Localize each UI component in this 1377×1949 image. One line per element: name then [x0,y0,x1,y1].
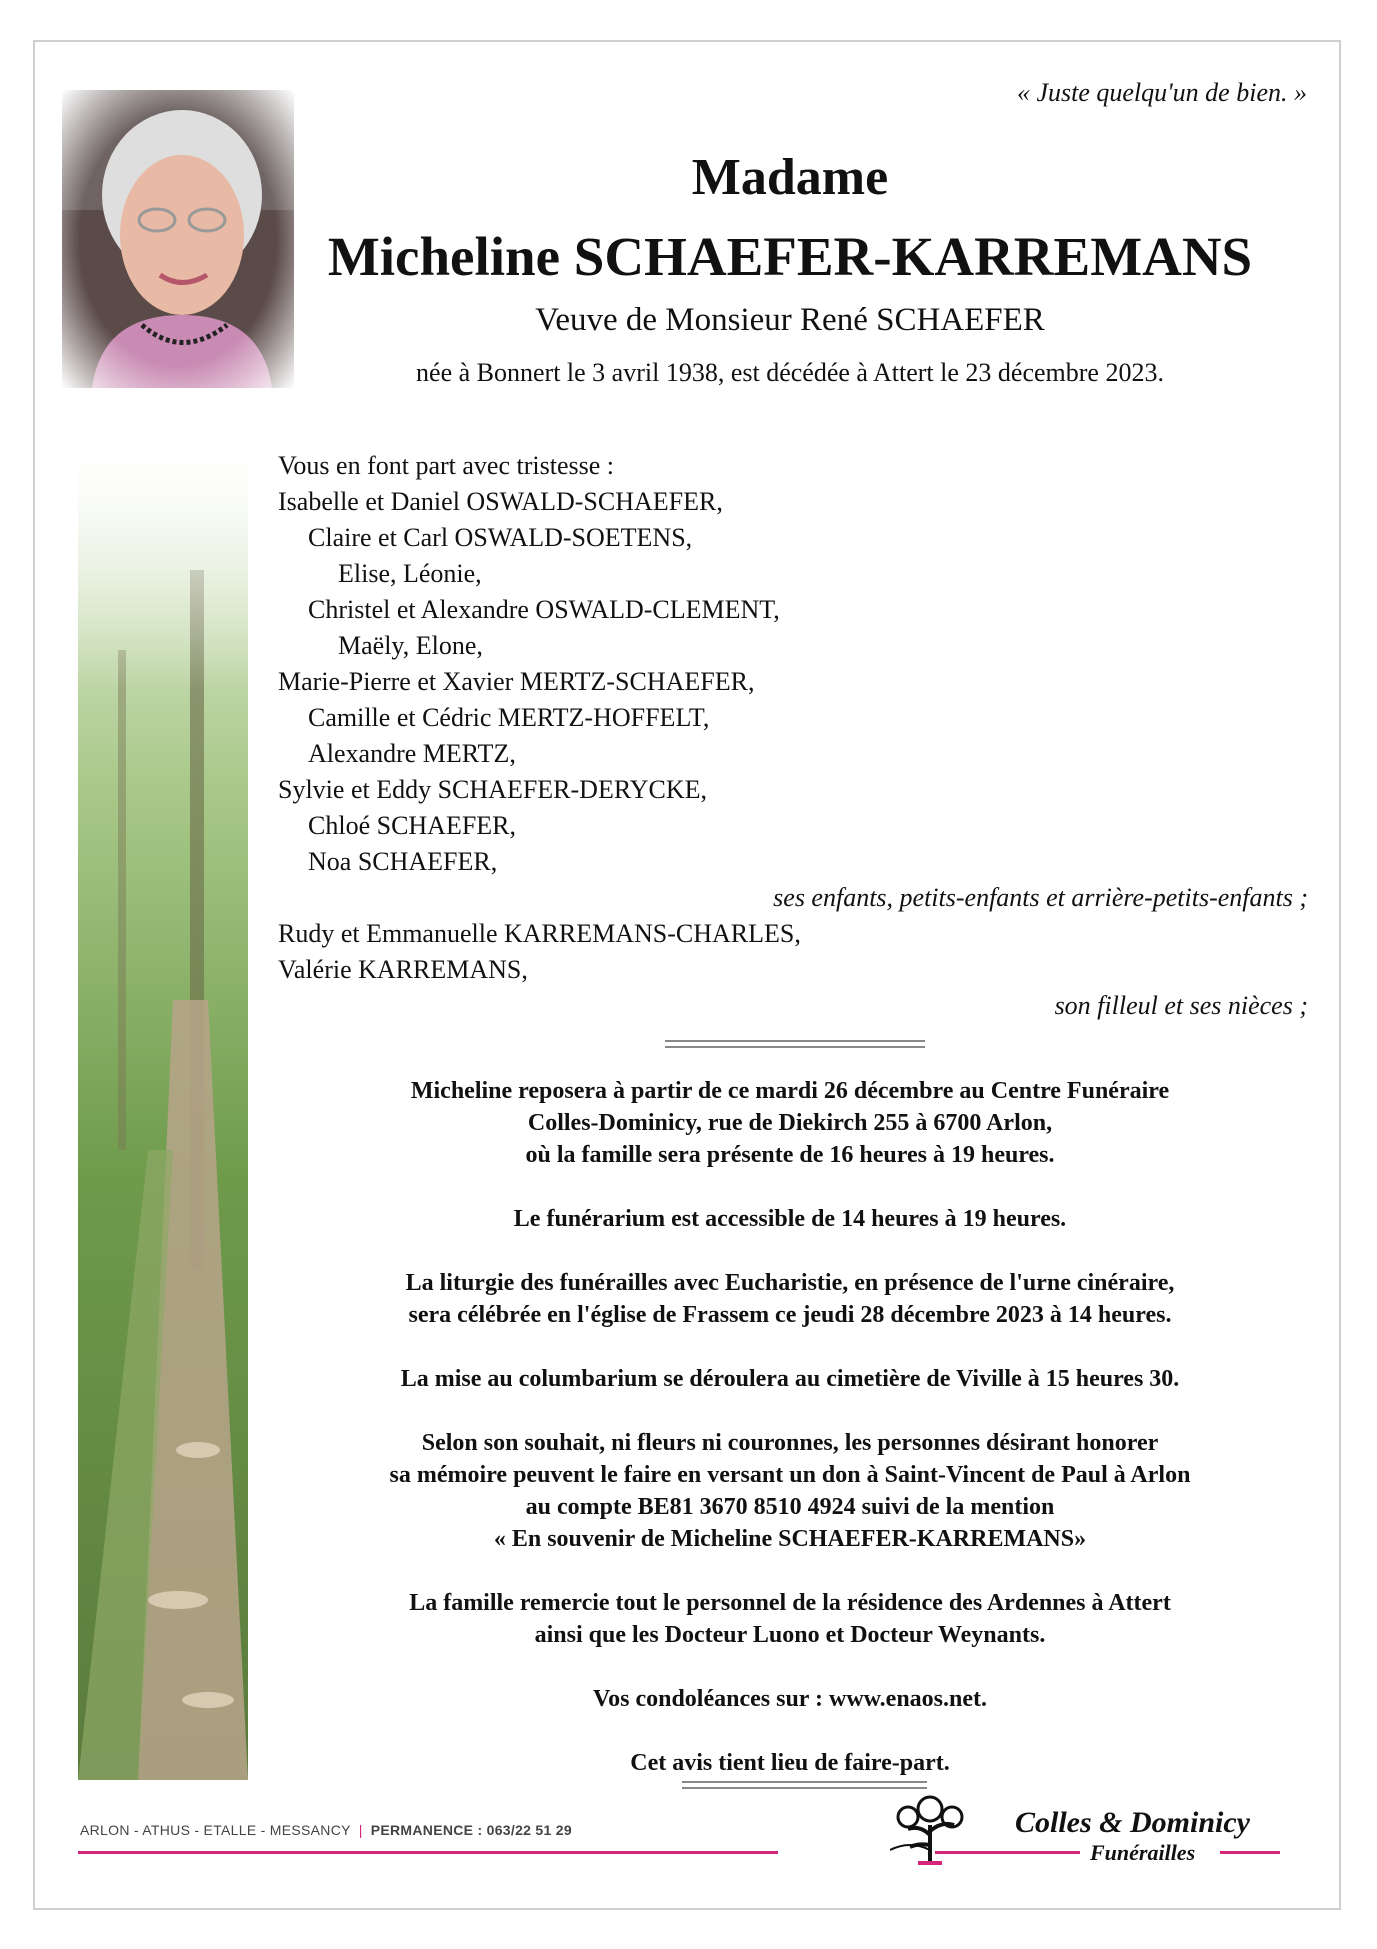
info-paragraph-thanks [300,1587,1280,1651]
family-line: Marie-Pierre et Xavier MERTZ-SCHAEFER, [278,667,755,696]
condolences-link[interactable]: Vos condoléances sur : www.enaos.net. [592,1686,988,1712]
family-line: Noa SCHAEFER, [308,847,498,876]
company-logo-subtitle: Funérailles [1090,1840,1196,1865]
info-line: « En souvenir de Micheline SCHAEFER-KARREMANS» [493,1526,1087,1552]
family-line: Alexandre MERTZ, [308,739,516,768]
epigraph-quote: « Juste quelqu'un de bien. » [1016,78,1307,107]
funeral-info [300,1075,1280,1811]
footer-accent-line [78,1851,778,1854]
info-line: Le funérarium est accessible de 14 heures à 19 heures. [513,1206,1067,1232]
info-line: sera célébrée en l'église de Frassem ce jeudi 28 décembre 2023 à 14 heures. [408,1302,1172,1328]
footer-separator: | [358,1822,363,1838]
family-line: Chloé SCHAEFER, [308,811,517,840]
info-paragraph-liturgy [300,1267,1280,1331]
family-line: Camille et Cédric MERTZ-HOFFELT, [308,703,710,732]
family-line: Rudy et Emmanuelle KARREMANS-CHARLES, [278,919,801,948]
info-line: Cet avis tient lieu de faire-part. [630,1750,950,1776]
family-line: Claire et Carl OSWALD-SOETENS, [308,523,693,552]
info-line: où la famille sera présente de 16 heures à 19 heures. [525,1142,1055,1168]
family-intro: Vous en font part avec tristesse : [278,451,614,480]
family-line: Isabelle et Daniel OSWALD-SCHAEFER, [278,487,723,516]
footer-accent-line [1220,1851,1280,1854]
birth-death-dates: née à Bonnert le 3 avril 1938, est décédée à Attert le 23 décembre 2023. [416,358,1164,387]
family-line: Valérie KARREMANS, [278,955,528,984]
separator-rule [665,1040,925,1048]
separator-rule [682,1781,927,1789]
info-paragraph-visitation [300,1075,1280,1171]
company-logo-name: Colles & Dominicy [1015,1806,1250,1839]
family-line: Elise, Léonie, [338,559,482,588]
info-line: La liturgie des funérailles avec Eucharistie, en présence de l'urne cinéraire, [405,1270,1175,1296]
info-paragraph-hours [300,1203,1280,1235]
info-paragraph-condolences [300,1683,1280,1715]
family-line: Sylvie et Eddy SCHAEFER-DERYCKE, [278,775,708,804]
portrait-photo [62,90,294,388]
info-line: Micheline reposera à partir de ce mardi 26 décembre au Centre Funéraire [410,1078,1170,1104]
godson-caption: son filleul et ses nièces ; [1054,991,1308,1020]
info-line: sa mémoire peuvent le faire en versant un don à Saint-Vincent de Paul à Arlon [389,1462,1191,1488]
info-line: Selon son souhait, ni fleurs ni couronnes, les personnes désirant honorer [421,1430,1159,1456]
deceased-name: Micheline SCHAEFER-KARREMANS [327,226,1253,287]
info-line: La mise au columbarium se déroulera au cimetière de Viville à 15 heures 30. [400,1366,1180,1392]
tree-logo-icon [890,1795,970,1865]
footer-locations: ARLON - ATHUS - ETALLE - MESSANCY [80,1822,351,1838]
forest-path-image [78,450,248,1780]
family-line: Maëly, Elone, [338,631,483,660]
info-line: La famille remercie tout le personnel de la résidence des Ardennes à Attert [409,1590,1171,1616]
info-paragraph-notice [300,1747,1280,1779]
title-madame: Madame [691,149,889,206]
info-paragraph-donation [300,1427,1280,1555]
info-line: au compte BE81 3670 8510 4924 suivi de la mention [525,1494,1055,1520]
family-line: Christel et Alexandre OSWALD-CLEMENT, [308,595,780,624]
info-line: Colles-Dominicy, rue de Diekirch 255 à 6700 Arlon, [527,1110,1053,1136]
widow-of: Veuve de Monsieur René SCHAEFER [535,302,1045,338]
info-line: ainsi que les Docteur Luono et Docteur Weynants. [534,1622,1046,1648]
footer-contact [80,1822,572,1838]
family-list [278,448,1328,1024]
children-caption: ses enfants, petits-enfants et arrière-petits-enfants ; [773,883,1308,912]
footer-permanence: PERMANENCE : 063/22 51 29 [370,1822,572,1838]
info-paragraph-columbarium [300,1363,1280,1395]
